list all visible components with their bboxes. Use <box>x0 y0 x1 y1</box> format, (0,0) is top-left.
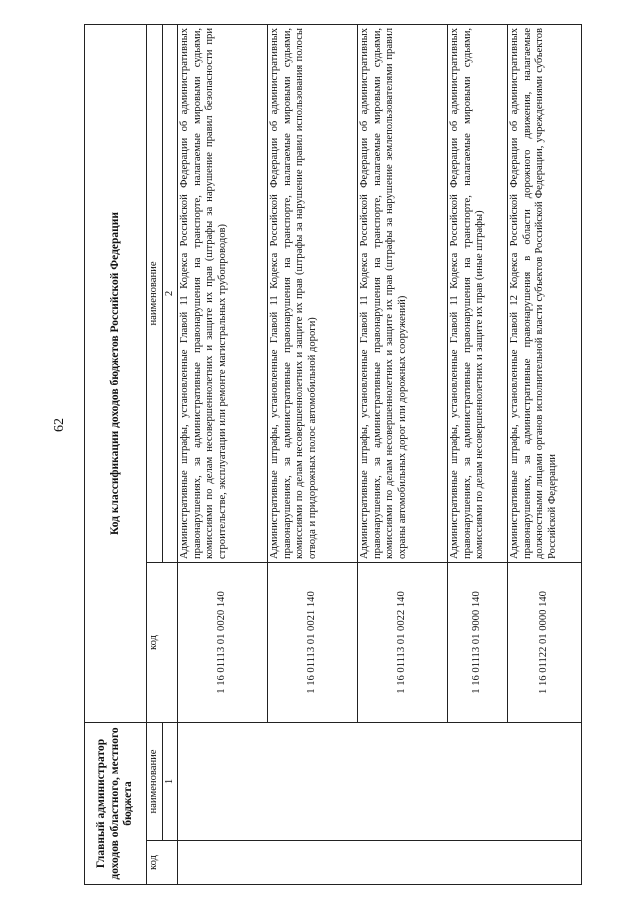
page-number: 62 <box>52 418 67 432</box>
naimenovanie-header: наименование <box>147 24 163 562</box>
classification-header: Код классификации доходов бюджетов Российской Федерации <box>85 24 147 722</box>
row-code: 1 16 01113 01 0021 140 <box>268 562 358 722</box>
column-number-2: 2 <box>162 24 178 562</box>
table-row <box>178 24 268 884</box>
row-code: 1 16 01113 01 0020 140 <box>178 562 268 722</box>
row-code: 1 16 01113 01 0022 140 <box>358 562 448 722</box>
row-code: 1 16 01122 01 0000 140 <box>508 562 582 722</box>
subheader-row <box>147 24 163 884</box>
column-number-row <box>162 24 178 884</box>
admin-name-cell <box>178 722 582 840</box>
header-row <box>85 24 147 884</box>
row-description: Административные штрафы, установленные Главой 11 Кодекса Российской Федерации об административных правонарушениях, за административные правонарушения на транспорте, налагаемые мировыми судьями, комиссиями по делам несовершеннолетних и защите их прав (штрафы за нарушение землепользователями правил охраны автомобильных дорог или дорожных сооружений) <box>358 24 448 562</box>
row-description: Административные штрафы, установленные Главой 11 Кодекса Российской Федерации об административных правонарушениях, за административные правонарушения на транспорте, налагаемые мировыми судьями, комиссиями по делам несовершеннолетних и защите их прав (штрафы за нарушение правил безопасности при строительстве, эксплуатации или ремонте магистральных трубопроводов) <box>178 24 268 562</box>
column-number-1: 1 <box>162 722 178 840</box>
row-description: Административные штрафы, установленные Главой 11 Кодекса Российской Федерации об административных правонарушениях, за административные правонарушения на транспорте, налагаемые мировыми судьями, комиссиями по делам несовершеннолетних и защите их прав (штрафы за нарушение правил использования полосы отвода и придорожных полос автомобильной дороги) <box>268 24 358 562</box>
admin-code-cell <box>178 841 582 885</box>
row-description: Административные штрафы, установленные Главой 12 Кодекса Российской Федерации об административных правонарушениях, за административные правонарушения в области дорожного движения, налагаемые должностными лицами органов исполнительной власти субъектов Российской Федерации, учреждениями субъектов Российской Федерации <box>508 24 582 562</box>
admin-header: Главный администратор доходов областного, местного бюджета <box>85 722 147 884</box>
row-description: Административные штрафы, установленные Главой 11 Кодекса Российской Федерации об административных правонарушениях, за административные правонарушения на транспорте, налагаемые мировыми судьями, комиссиями по делам несовершеннолетних и защите их прав (иные штрафы) <box>448 24 508 562</box>
rotated-table-container <box>84 25 558 885</box>
budget-classification-table <box>84 24 582 885</box>
row-code: 1 16 01113 01 9000 140 <box>448 562 508 722</box>
admin-kod-header: код <box>147 841 178 885</box>
admin-naimenovanie-header: наименование <box>147 722 163 840</box>
kod-header: код <box>147 562 178 722</box>
